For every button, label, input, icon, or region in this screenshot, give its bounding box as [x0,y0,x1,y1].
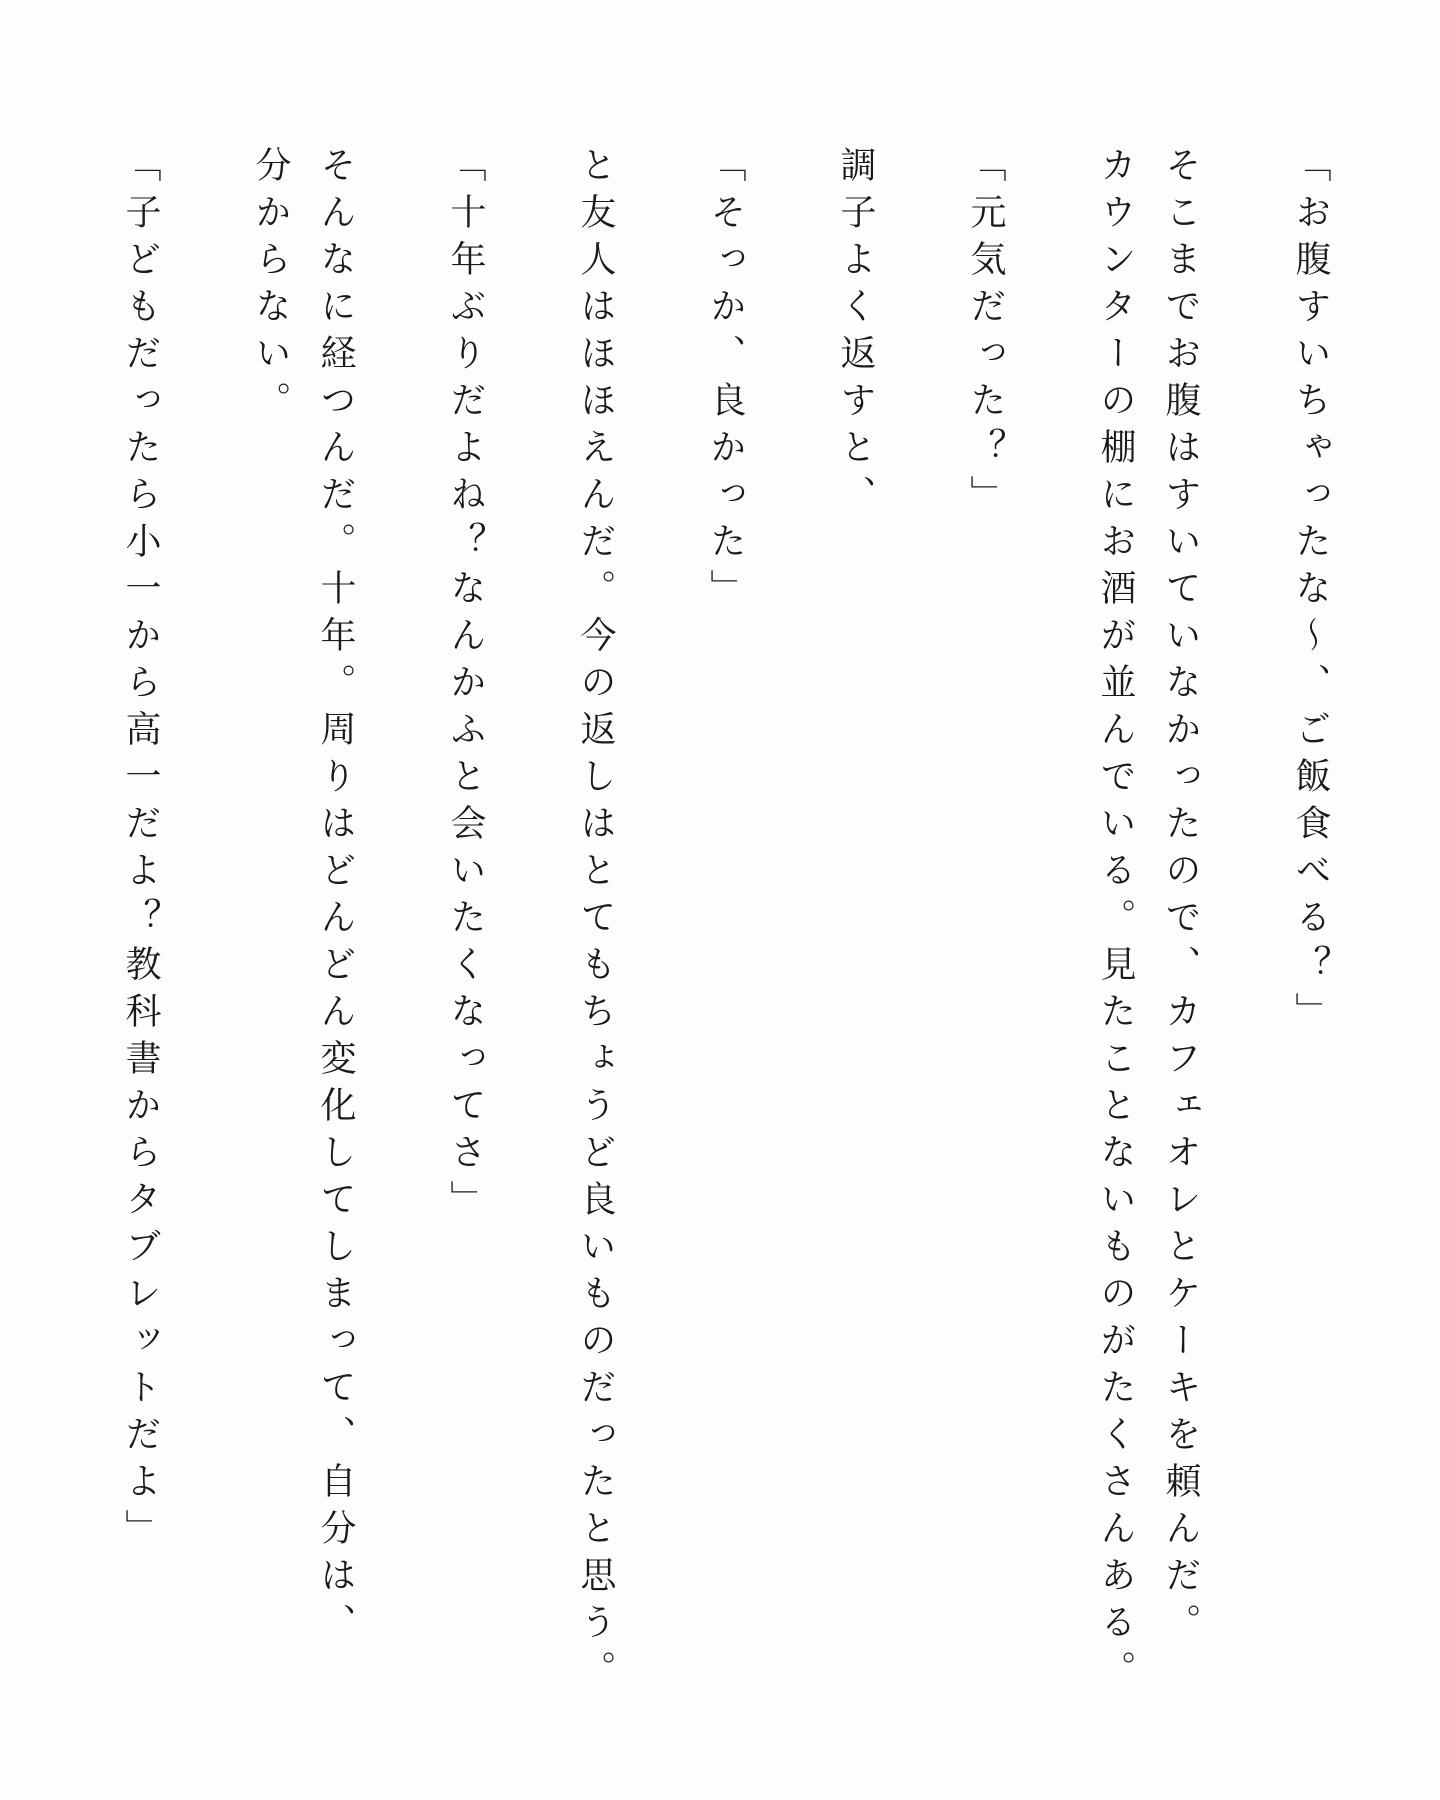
vertical-text-block [108,146,1343,1726]
line-1: 「お腹すいちゃったな〜、ご飯食べる？」 [1290,146,1331,1039]
line-7: と友人はほほえんだ。今の返しはとてもちょうど良いものだったと思う。 [575,146,616,1697]
line-2: そこまでお腹はすいていなかったので、カフェオレとケーキを頼んだ。 [1160,146,1201,1650]
line-4: 「元気だった？」 [965,146,1006,522]
line-11: 「子どもだったら小一から高一だよ？教科書からタブレットだよ」 [120,146,161,1556]
line-10: 分からない。 [250,146,291,428]
line-8: 「十年ぶりだよね？なんかふと会いたくなってさ」 [445,146,486,1227]
line-9: そんなに経つんだ。十年。周りはどんどん変化してしまって、自分は、 [315,146,356,1650]
line-5: 調子よく返すと、 [835,146,876,522]
line-6: 「そっか、良かった」 [705,146,746,616]
line-3: カウンターの棚にお酒が並んでいる。見たことないものがたくさんある。 [1095,146,1136,1697]
